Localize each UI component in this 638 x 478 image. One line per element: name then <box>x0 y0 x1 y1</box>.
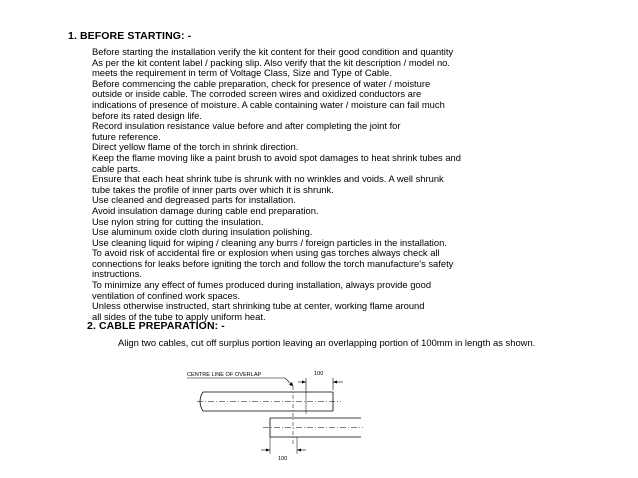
dimension-bottom-label: 100 <box>278 456 288 462</box>
text-line: Avoid insulation damage during cable end preparation. <box>92 204 319 216</box>
text-line: Direct yellow flame of the torch in shrink direction. <box>92 141 299 153</box>
section-heading-cable-preparation: 2. CABLE PREPARATION: - <box>87 320 225 332</box>
text-line: Before commencing the cable preparation, check for presence of water / moisture <box>92 77 431 89</box>
dim-bottom-arrowhead-left <box>266 449 270 452</box>
section-heading-before-starting: 1. BEFORE STARTING: - <box>68 30 192 42</box>
text-line: As per the kit content label / packing slip. Also verify that the kit description / model no. <box>92 56 450 68</box>
text-line: To minimize any effect of fumes produced during installation, always provide good <box>92 279 432 291</box>
text-line: Use cleaning liquid for wiping / cleaning any burrs / foreign particles in the installation. <box>92 236 447 248</box>
dim-top-arrowhead-right <box>333 381 337 384</box>
cable-overlap-diagram <box>175 364 365 474</box>
text-line: future reference. <box>92 130 161 142</box>
cable-preparation-text: Align two cables, cut off surplus portion leaving an overlapping portion of 100mm in length as shown. <box>118 337 536 348</box>
text-line: Use nylon string for cutting the insulation. <box>92 215 264 227</box>
text-line: Use cleaned and degreased parts for installation. <box>92 194 296 206</box>
text-line: Use aluminum oxide cloth during insulation polishing. <box>92 226 313 238</box>
text-line: To avoid risk of accidental fire or explosion when using gas torches always check all <box>92 247 440 259</box>
text-line: cable parts. <box>92 162 141 174</box>
centre-line-label: CENTRE LINE OF OVERLAP <box>187 372 262 378</box>
before-starting-text <box>92 47 582 322</box>
text-line: instructions. <box>92 268 143 280</box>
text-line: Unless otherwise instructed, start shrinking tube at center, working flame around <box>92 300 425 312</box>
text-line: Ensure that each heat shrink tube is shrunk with no wrinkles and voids. A well shrunk <box>92 173 444 185</box>
text-line: connections for leaks before igniting the torch and follow the torch manufacture's safety <box>92 257 454 269</box>
dimension-top-label: 100 <box>314 371 324 377</box>
text-line: Keep the flame moving like a paint brush to avoid spot damages to heat shrink tubes and <box>92 151 461 163</box>
text-line: outside or inside cable. The corroded screen wires and oxidized conductors are <box>92 88 422 100</box>
text-line: before its rated design life. <box>92 109 202 121</box>
text-line: indications of presence of moisture. A cable containing water / moisture can fail much <box>92 98 445 110</box>
text-line: all sides of the tube to apply uniform heat. <box>92 310 266 322</box>
text-line: tube takes the profile of inner parts over which it is shrunk. <box>92 183 334 195</box>
text-line: ventilation of confined work spaces. <box>92 289 240 301</box>
text-line: Record insulation resistance value before and after completing the joint for <box>92 120 401 132</box>
text-line: meets the requirement in term of Voltage Class, Size and Type of Cable. <box>92 67 392 79</box>
dim-top-arrowhead-left <box>302 381 306 384</box>
dim-bottom-arrowhead-right <box>297 449 301 452</box>
text-line: Before starting the installation verify the kit content for their good condition and quantity <box>92 46 454 57</box>
